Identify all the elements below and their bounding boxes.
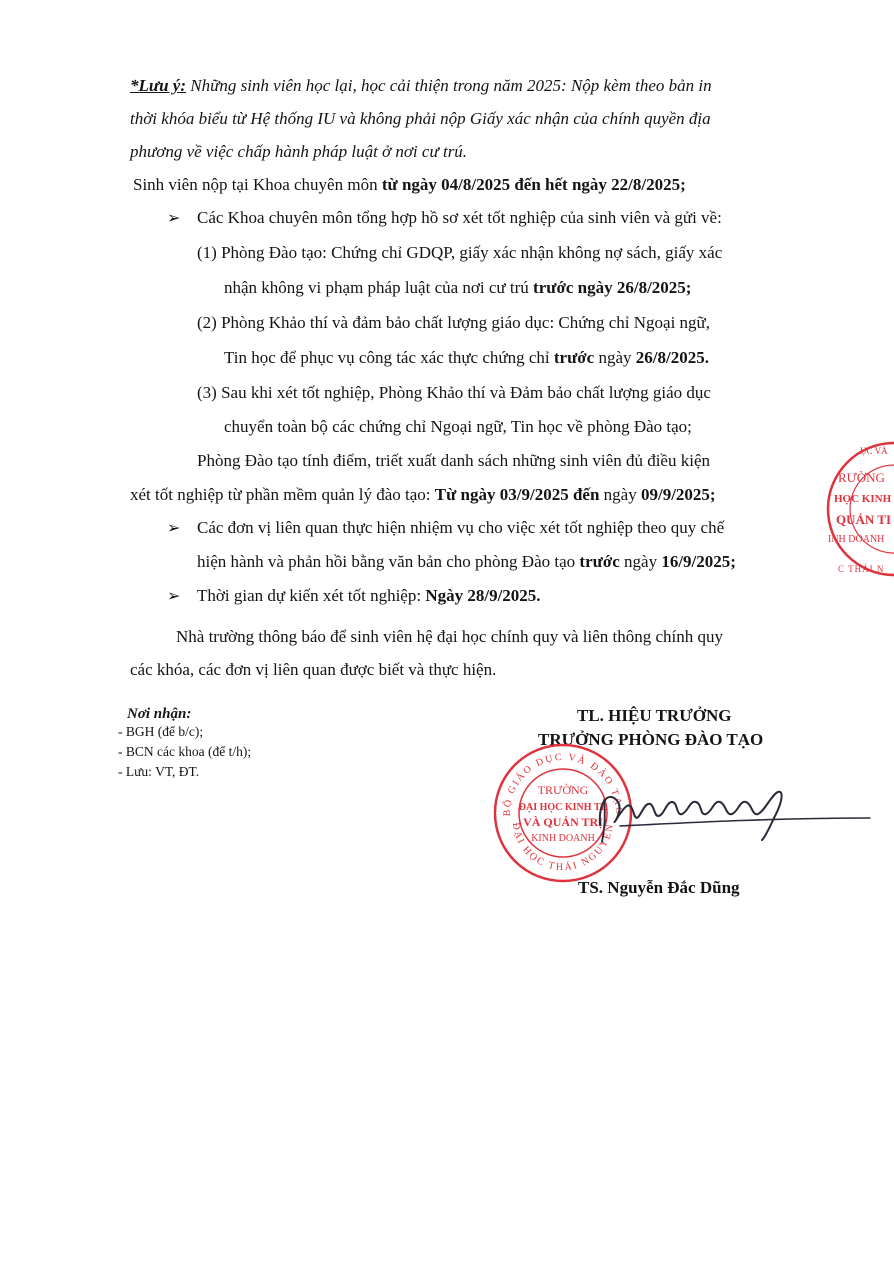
item3-line-2: chuyển toàn bộ các chứng chỉ Ngoại ngữ, Tin học về phòng Đào tạo; <box>224 417 692 436</box>
item2-text-2: Tin học để phục vụ công tác xác thực chứng chỉ <box>224 348 554 367</box>
item1-line-1: (1) Phòng Đào tạo: Chứng chỉ GDQP, giấy xác nhận không nợ sách, giấy xác <box>197 243 723 262</box>
stamp-ring-bottom: ĐẠI HỌC THÁI NGUYÊN <box>509 821 617 874</box>
side-stamp-bottom: C THÁI N <box>838 564 885 574</box>
stamp-ring-text: BỘ GIÁO DỤC VÀ ĐÀO TẠO <box>501 751 625 817</box>
submission-dates: từ ngày 04/8/2025 đến hết ngày 22/8/2025; <box>381 175 686 194</box>
side-stamp-line-4: INH DOANH <box>828 534 885 545</box>
note-line-2: thời khóa biểu từ Hệ thống IU và không phải nộp Giấy xác nhận của chính quyền địa <box>130 109 711 128</box>
item2-mid: ngày <box>594 348 636 367</box>
note-text-1: Những sinh viên học lại, học cải thiện trong năm 2025: Nộp kèm theo bản in <box>185 76 712 95</box>
submission-text: Sinh viên nộp tại Khoa chuyên môn <box>133 175 382 194</box>
stamp-line-4: KINH DOANH <box>531 833 595 844</box>
recipient-item: - BCN các khoa (để t/h); <box>118 744 252 759</box>
recipients-heading: Nơi nhận: <box>127 706 192 722</box>
bullet2-mid: ngày <box>619 552 662 571</box>
bullet3-date: Ngày 28/9/2025. <box>425 586 541 605</box>
item1-text-2: nhận không vi phạm pháp luật của nơi cư trú <box>224 278 534 297</box>
side-stamp-line-1: RƯỜNG <box>838 470 885 485</box>
closing-line-1: Nhà trường thông báo để sinh viên hệ đại học chính quy và liên thông chính quy <box>176 627 723 646</box>
item1-deadline: trước ngày 26/8/2025; <box>533 278 692 297</box>
scoring-line-2 <box>130 485 716 505</box>
stamp-line-3: VÀ QUẢN TRỊ <box>523 815 603 829</box>
bullet2-deadline: 16/9/2025; <box>661 552 736 571</box>
side-stamp-line-3: QUẢN TI <box>836 512 892 527</box>
note-label: *Lưu ý: <box>130 76 186 95</box>
note-line-1 <box>130 76 712 96</box>
side-stamp <box>824 434 894 584</box>
submission-line <box>133 175 686 195</box>
scoring-mid: ngày <box>599 485 641 504</box>
signature-title-1: TL. HIỆU TRƯỞNG <box>577 706 732 725</box>
scoring-text-2: xét tốt nghiệp từ phần mềm quản lý đào tạo: <box>130 485 435 504</box>
scoring-end-date: 09/9/2025; <box>640 485 716 504</box>
stamp-line-1: TRƯỜNG <box>537 783 589 797</box>
scoring-bold-a: Từ ngày 03/9/2025 đến <box>434 485 600 504</box>
scoring-line-1: Phòng Đào tạo tính điểm, triết xuất danh sách những sinh viên đủ điều kiện <box>197 451 710 470</box>
signer-name: TS. Nguyễn Đắc Dũng <box>578 878 740 897</box>
bullet3-line <box>197 586 541 606</box>
bullet-arrow-icon: ➢ <box>167 588 181 605</box>
item2-bold-a: trước <box>553 348 595 367</box>
closing-line-2: các khóa, các đơn vị liên quan được biết và thực hiện. <box>130 660 497 679</box>
side-stamp-top: ỤC VÀ <box>860 446 888 456</box>
recipient-item: - Lưu: VT, ĐT. <box>118 764 200 779</box>
item3-line-1: (3) Sau khi xét tốt nghiệp, Phòng Khảo thí và Đảm bảo chất lượng giáo dục <box>197 383 711 402</box>
item1-line-2 <box>224 278 691 298</box>
recipient-item: - BGH (để b/c); <box>118 724 204 739</box>
bullet1-text: Các Khoa chuyên môn tổng hợp hồ sơ xét tốt nghiệp của sinh viên và gửi về: <box>197 208 722 227</box>
bullet2-line-1: Các đơn vị liên quan thực hiện nhiệm vụ cho việc xét tốt nghiệp theo quy chế <box>197 518 725 537</box>
handwritten-signature <box>580 770 880 860</box>
side-stamp-line-2: HỌC KINH <box>834 493 892 505</box>
item2-line-1: (2) Phòng Khảo thí và đảm bảo chất lượng giáo dục: Chứng chỉ Ngoại ngữ, <box>197 313 711 332</box>
bullet2-bold-a: trước <box>579 552 620 571</box>
item2-line-2 <box>224 348 709 368</box>
bullet2-line-2 <box>197 552 736 572</box>
signature-title-2: TRƯỞNG PHÒNG ĐÀO TẠO <box>538 730 764 749</box>
stamp-line-2: ĐẠI HỌC KINH TẾ <box>518 802 608 813</box>
bullet-arrow-icon: ➢ <box>167 520 181 537</box>
note-line-3: phương về việc chấp hành pháp luật ở nơi cư trú. <box>130 142 468 161</box>
bullet-arrow-icon: ➢ <box>167 210 181 227</box>
item2-deadline: 26/8/2025. <box>635 348 709 367</box>
bullet2-text-2: hiện hành và phản hồi bằng văn bản cho phòng Đào tạo <box>197 552 580 571</box>
bullet3-text: Thời gian dự kiến xét tốt nghiệp: <box>197 586 426 605</box>
